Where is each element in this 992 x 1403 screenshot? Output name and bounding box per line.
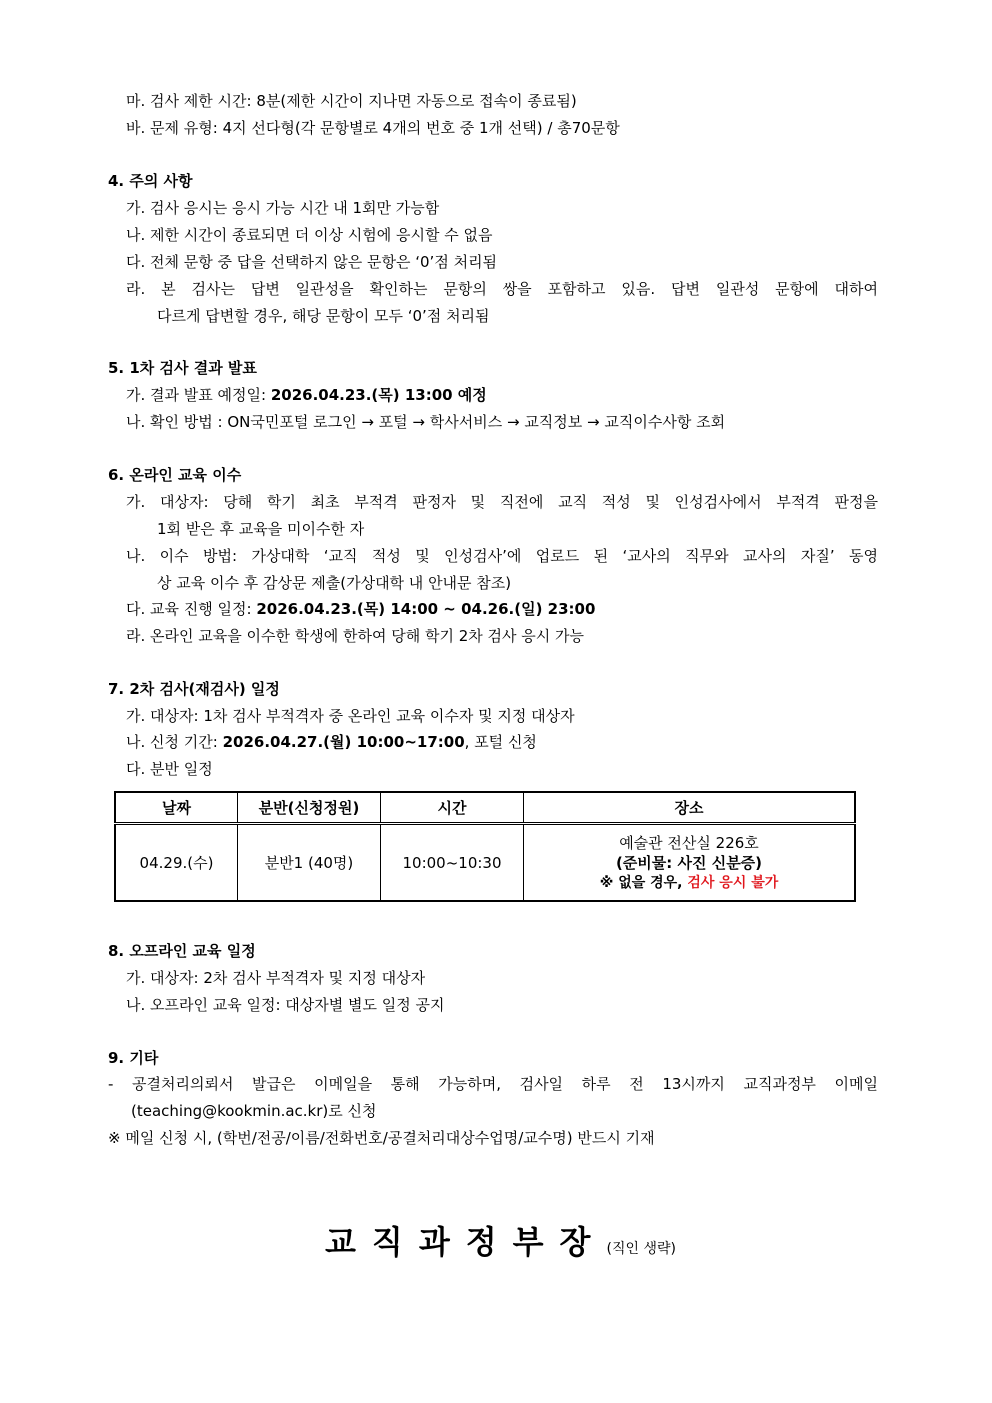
item-5-na: 나. 확인 방법 : ON국민포털 로그인 → 포털 → 학사서비스 → 교직정보 → 교직이수사항 조회 [126, 413, 726, 431]
item-5-ga [126, 385, 487, 405]
header-date: 날짜 [115, 792, 238, 824]
item-9-dash-line1: - 공결처리의뢰서 발급은 이메일을 통해 가능하며, 검사일 하루 전 13시까지 교직과정부 이메일 [108, 1075, 878, 1093]
cell-class: 분반1 (40명) [238, 824, 381, 902]
item-3-ba: 바. 문제 유형: 4지 선다형(각 문항별로 4개의 번호 중 1개 선택) / 총70문항 [126, 119, 620, 137]
item-9-note: ※ 메일 신청 시, (학번/전공/이름/전화번호/공결처리대상수업명/교수명) 반드시 기재 [108, 1129, 655, 1147]
header-time: 시간 [381, 792, 524, 824]
cell-date: 04.29.(수) [115, 824, 238, 902]
item-7-ga: 가. 대상자: 1차 검사 부적격자 중 온라인 교육 이수자 및 지정 대상자 [126, 707, 575, 725]
item-7-da: 다. 분반 일정 [126, 760, 213, 778]
cell-time: 10:00~10:30 [381, 824, 524, 902]
section-4-title: 4. 주의 사항 [108, 172, 193, 190]
section-9-title: 9. 기타 [108, 1049, 159, 1067]
item-5-ga-label: 가. 결과 발표 예정일: [126, 386, 271, 404]
item-6-na-line1: 나. 이수 방법: 가상대학 ‘교직 적성 및 인성검사’에 업로드 된 ‘교사의 직무와 교사의 자질’ 동영 [126, 547, 878, 565]
item-6-ga-line1: 가. 대상자: 당해 학기 최초 부적격 판정자 및 직전에 교직 적성 및 인성검사에서 부적격 판정을 [126, 493, 878, 511]
item-4-na: 나. 제한 시간이 종료되면 더 이상 시험에 응시할 수 없음 [126, 226, 493, 244]
item-4-ga: 가. 검사 응시는 응시 가능 시간 내 1회만 가능함 [126, 199, 440, 217]
place-room: 예술관 전산실 226호 [619, 833, 759, 852]
section-7-title: 7. 2차 검사(재검사) 일정 [108, 680, 280, 698]
place-warning-red: 검사 응시 불가 [687, 874, 779, 891]
item-6-da-schedule: 2026.04.23.(목) 14:00 ~ 04.26.(일) 23:00 [256, 600, 596, 618]
item-8-ga: 가. 대상자: 2차 검사 부적격자 및 지정 대상자 [126, 969, 426, 987]
section-6-title: 6. 온라인 교육 이수 [108, 466, 242, 484]
item-6-na-line2: 상 교육 이수 후 감상문 제출(가상대학 내 안내문 참조) [157, 574, 512, 592]
table-row [115, 824, 855, 902]
item-6-ga-line2: 1회 받은 후 교육을 미이수한 자 [157, 520, 365, 538]
item-7-na-suffix: , 포털 신청 [464, 733, 537, 751]
item-7-na [126, 732, 537, 752]
section-8-title: 8. 오프라인 교육 일정 [108, 942, 256, 960]
item-5-ga-date: 2026.04.23.(목) 13:00 예정 [270, 386, 487, 404]
item-4-da: 다. 전체 문항 중 답을 선택하지 않은 문항은 ‘0’점 처리됨 [126, 253, 498, 271]
schedule-table [114, 791, 856, 902]
header-class: 분반(신청정원) [238, 792, 381, 824]
item-4-ra-line2: 다르게 답변할 경우, 해당 문항이 모두 ‘0’점 처리됨 [157, 307, 490, 325]
item-6-ra: 라. 온라인 교육을 이수한 학생에 한하여 당해 학기 2차 검사 응시 가능 [126, 627, 584, 645]
item-9-dash-line2: (teaching@kookmin.ac.kr)로 신청 [131, 1102, 377, 1120]
header-place: 장소 [524, 792, 856, 824]
item-7-na-label: 나. 신청 기간: [126, 733, 223, 751]
signature-name: 교직과정부장 [325, 1223, 607, 1261]
item-3-ma: 마. 검사 제한 시간: 8분(제한 시간이 지나면 자동으로 접속이 종료됨) [126, 92, 577, 110]
item-8-na: 나. 오프라인 교육 일정: 대상자별 별도 일정 공지 [126, 996, 445, 1014]
place-warning-prefix: ※ 없을 경우, [599, 874, 688, 891]
item-6-da-label: 다. 교육 진행 일정: [126, 600, 257, 618]
item-7-na-period: 2026.04.27.(월) 10:00~17:00 [222, 733, 465, 751]
item-4-ra-line1: 라. 본 검사는 답변 일관성을 확인하는 문항의 쌍을 포함하고 있음. 답변 일관성 문항에 대하여 [126, 280, 878, 298]
signature [325, 1222, 676, 1269]
table-header-row [115, 792, 855, 824]
section-5-title: 5. 1차 검사 결과 발표 [108, 359, 257, 377]
place-warning [524, 873, 854, 893]
cell-place [524, 824, 856, 902]
signature-note: (직인 생략) [606, 1241, 676, 1257]
place-requirement: (준비물: 사진 신분증) [615, 853, 763, 872]
item-6-da [126, 599, 595, 619]
